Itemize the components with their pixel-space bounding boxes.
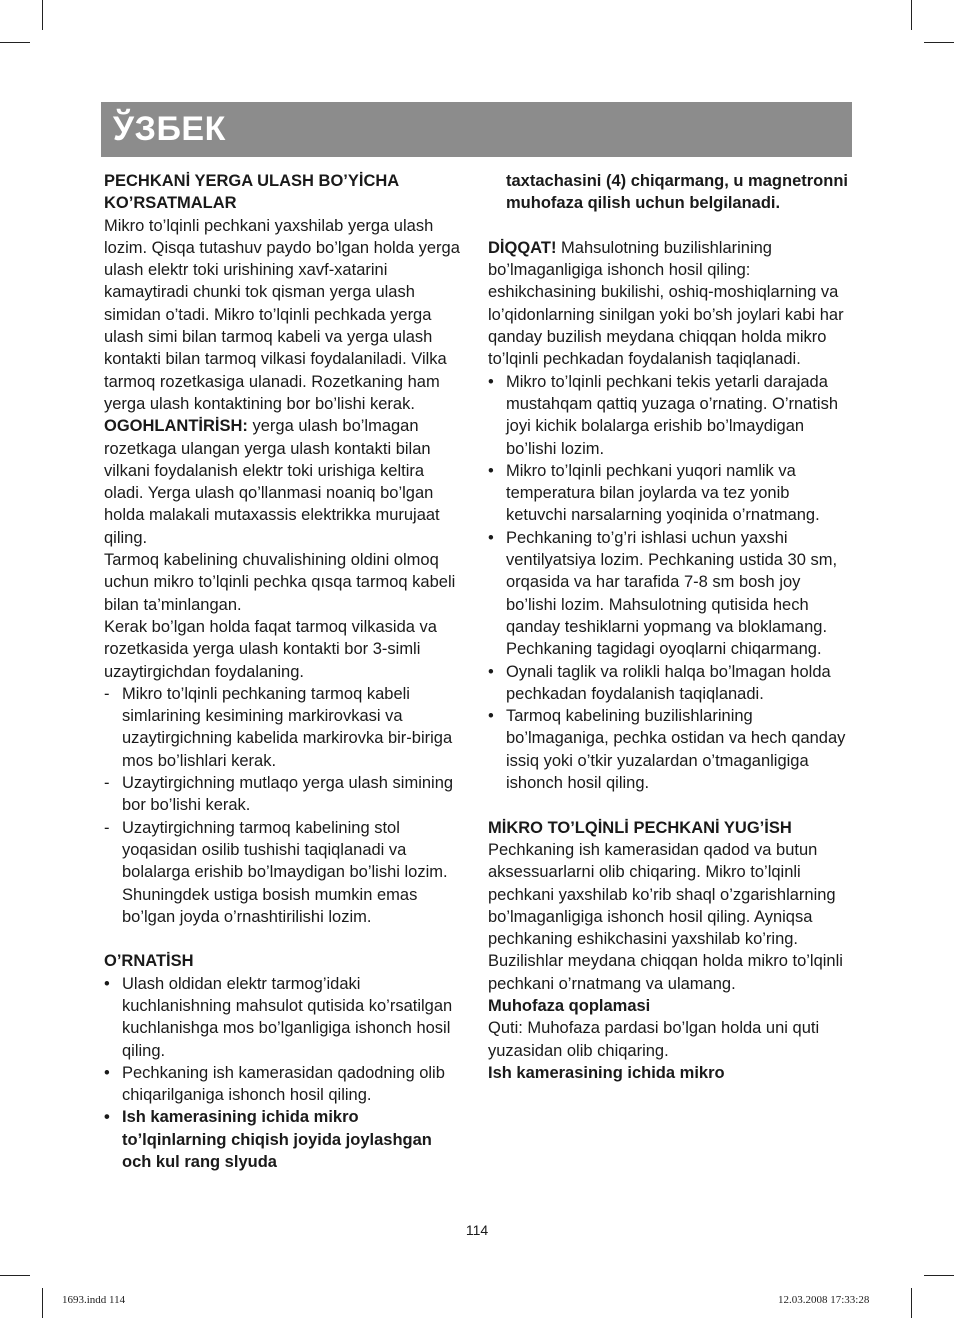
attention-label: DİQQAT! [488, 238, 557, 257]
page-number: 114 [465, 1222, 489, 1238]
left-column [104, 170, 464, 1173]
subheading-protective-cover: Muhofaza qoplamasi [488, 996, 651, 1015]
crop-mark [0, 1275, 30, 1276]
crop-mark [0, 42, 30, 43]
warning-text: yerga ulash bo’lmagan rozetkaga ulangan yerga ulash kontakti bilan vilkani foydalanish elektr toki urishiga keltira oladi. Yerga ulash qo’llanmasi noaniq bo’lgan holda malakali mutaxassis elektrikka murujaat qiling. [104, 417, 440, 547]
datetime-slug: 12.03.2008 17:33:28 [778, 1294, 870, 1306]
list-item: • Pechkaning ish kamerasidan qadodning olib chiqarilganiga ishonch hosil qiling. [104, 1063, 445, 1105]
crop-mark [42, 0, 43, 30]
language-title: ЎЗБЕК [113, 110, 226, 148]
list-item: • Mikro to’lqinli pechkani yuqori namlik va temperatura bilan joylarda va tez yonib ketuvchi narsalarning yoqinida o’rnatmang. [488, 461, 820, 525]
warning-label: OGOHLANTİRİSH: [104, 417, 248, 436]
right-column [488, 170, 854, 1084]
list-item: • Ish kamerasining ichida mikro to’lqinlarning chiqish joyida joylashgan och kul rang slyuda [104, 1108, 432, 1172]
section-heading-grounding: PECHKANİ YERGA ULASH BO’YİCHA KO’RSATMALAR [104, 172, 399, 213]
continued-bold-text: taxtachasini (4) chiqarmang, u magnetronni muhofaza qilish uchun belgilanadi. [506, 172, 848, 213]
crop-mark [911, 0, 912, 30]
warning-paragraph [104, 415, 464, 549]
dash-list [104, 683, 464, 928]
list-item: - Uzaytirgichning mutlaqo yerga ulash simining bor bo’lishi kerak. [104, 774, 454, 815]
attention-text: Mahsulotning buzilishlarining bo’lmaganligiga ishonch hosil qiling: eshikchasining bukilishi, oshiq-moshiqlarning va lo’qidonlarning sinilgan yoki bo’sh joylari kabi har qanday buzilish meydana chiqqan holda mikro to’lqinli pechkadan foydalanish taqiqlanadi. [488, 238, 844, 369]
crop-mark [924, 1275, 954, 1276]
list-item: - Uzaytirgichning tarmoq kabelining stol yoqasidan osilib tushishi taqiqlanadi va bolalarga erishib bo’lmaydigan bo’lishi lozim. Shuningdek ustiga bosish mumkin emas bo’lgan joyda o’rnashtirilishi lozim. [104, 818, 448, 926]
paragraph-short-cable: Tarmoq kabelining chuvalishining oldini olmoq uchun mikro to’lqinli pechka qısqa tarmoq kabeli bilan ta’minlangan. [104, 551, 456, 614]
paragraph-protective-cover: Quti: Muhofaza pardasi bo’lgan holda uni quti yuzasidan olib chiqaring. [488, 1019, 820, 1060]
list-item: • Pechkaning to’g’ri ishlasi uchun yaxshi ventilyatsiya lozim. Pechkaning ustida 30 sm, orqasida va har tarafida 7-8 sm bosh joy bo’lishi lozim. Mahsulotning qutisida hech qanday teshiklarni yopmang va bloklamang. Pechkaning tagidagi oyoqlarni chiqarmang. [488, 528, 838, 659]
language-header-band [101, 102, 852, 157]
paragraph-unpacking: Pechkaning ish kamerasidan qadod va butun aksessuarlarni olib chiqaring. Mikro to’lqinli pechkani yaxshilab ko’rib shaql o’zgarishlarning bo’lmaganligiga ishonch hosil qiling. Ayniqsa pechkaning eshikchasini yaxshilab ko’ring. Buzilishlar meydana chiqqan holda mikro to’lqinli pechkani o’rnatmang va ulamang. [488, 840, 843, 993]
crop-mark [924, 42, 954, 43]
section-heading-unpacking: MİKRO TO’LQİNLİ PECHKANİ YUG’İSH [488, 818, 792, 837]
list-item: • Tarmoq kabelining buzilishlarining bo’lmaganiga, pechka ostidan va hech qanday issiq yoki o’tkir yuzalardan o’tmaganligiga ishonch hosil qiling. [488, 707, 846, 793]
trailing-bold-text: Ish kamerasining ichida mikro [488, 1063, 725, 1082]
list-item: - Mikro to’lqinli pechkaning tarmoq kabeli simlarining kesimining markirovkasi va uzaytirgichning kabelida markirovka bir-biriga mos bo’lishlari kerak. [104, 684, 453, 770]
crop-mark [911, 1288, 912, 1318]
file-slug: 1693.indd 114 [62, 1294, 126, 1306]
installation-list [104, 973, 464, 1174]
paragraph-extension: Kerak bo’lgan holda faqat tarmoq vilkasida va rozetkasida yerga ulash kontakti bor 3-simli uzaytirgichdan foydalaning. [104, 617, 437, 681]
attention-paragraph [488, 237, 854, 371]
paragraph-grounding: Mikro to’lqinli pechkani yaxshilab yerga ulash lozim. Qisqa tutashuv paydo bo’lgan holda yerga ulash elektr toki urishining xavf-xatarini kamaytiradi chunki tok qisman yerga ulash simidan o’tadi. Mikro to’lqinli pechkada yerga ulash simi bilan tarmoq kabeli va yerga ulash kontakti bilan tarmoq vilkasi foydalaniladi. Vilka tarmoq rozetkasiga ulanadi. Rozetkaning ham yerga ulash kontaktining bor bo’lishi kerak. [104, 216, 460, 413]
crop-mark [42, 1288, 43, 1318]
section-heading-installation: O’RNATİSH [104, 952, 194, 971]
list-item: • Oynali taglik va rolikli halqa bo’lmagan holda pechkadan foydalanish taqiqlanadi. [488, 662, 831, 703]
list-item: • Ulash oldidan elektr tarmog’idaki kuchlanishning mahsulot qutisida ko’rsatilgan kuchlanishga mos bo’lganligiga ishonch hosil qiling. [104, 974, 453, 1060]
placement-list [488, 371, 854, 795]
list-item: • Mikro to’lqinli pechkani tekis yetarli darajada mustahqam qattiq yuzaga o’rnating. O’rnatish joyi kichik bolalarga erishib bo’lmaydigan bo’lishi lozim. [488, 372, 839, 458]
